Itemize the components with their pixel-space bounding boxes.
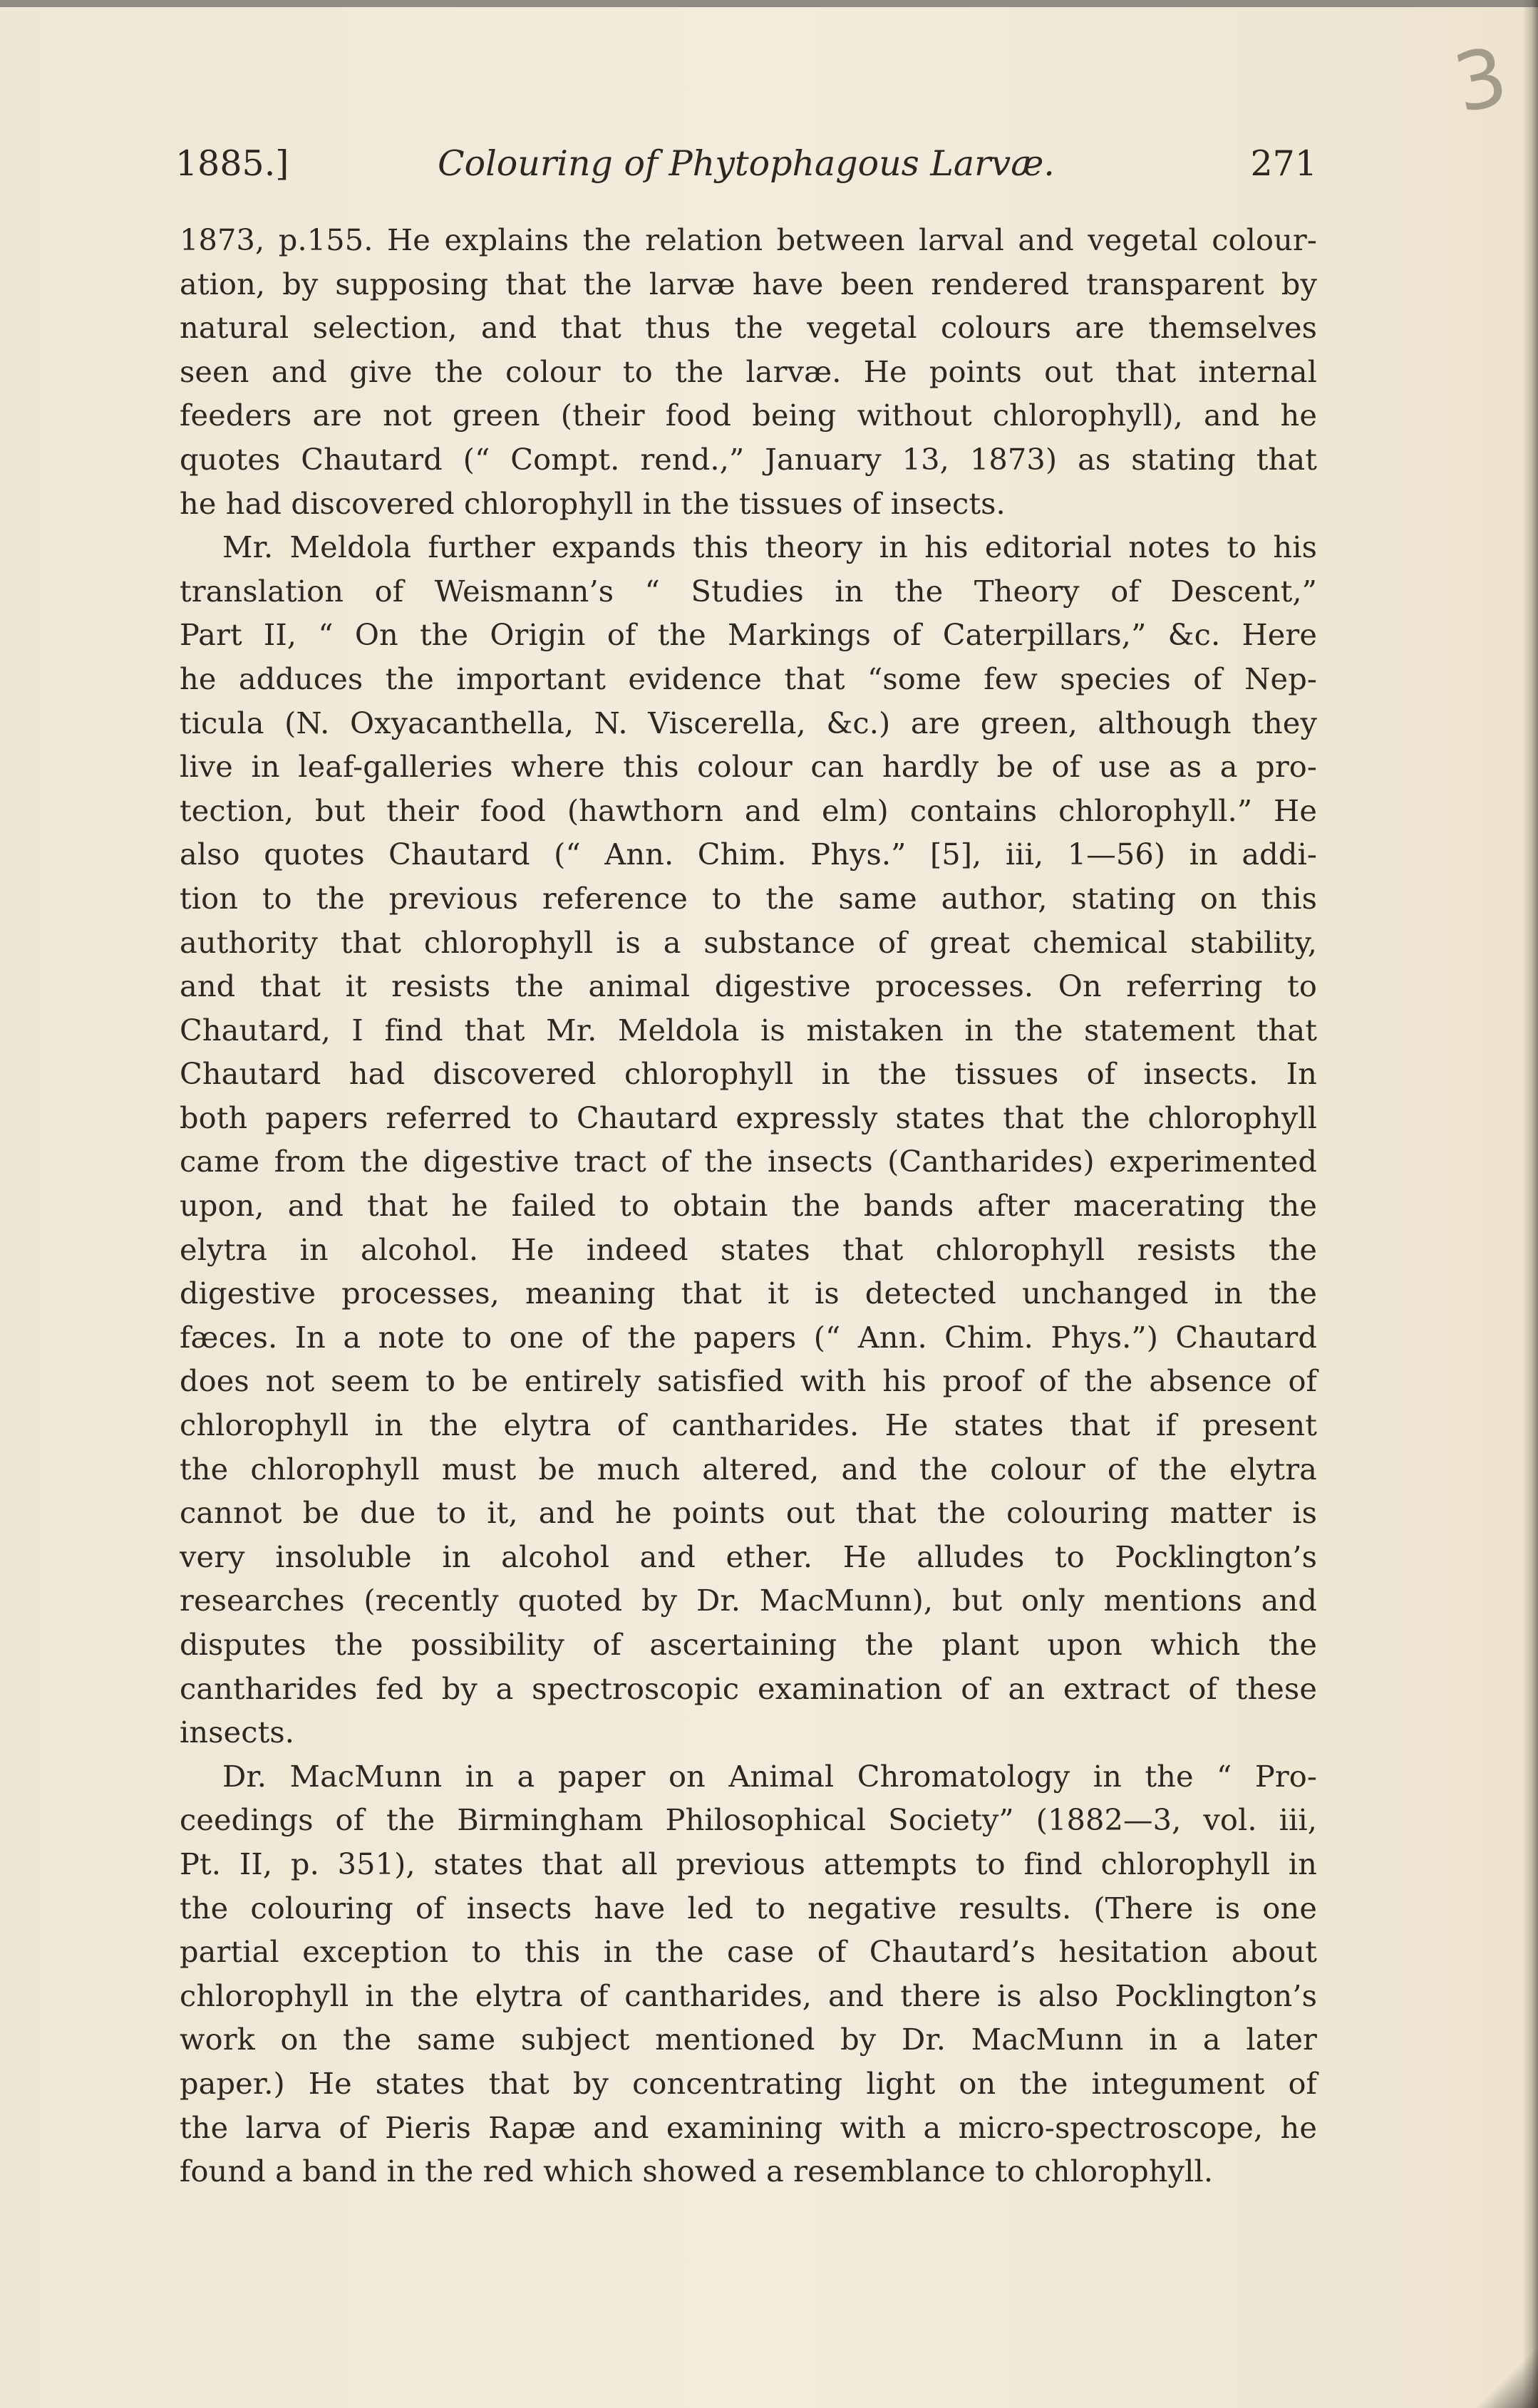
text-line: ation, by supposing that the larvæ have been rendered transparent by <box>180 266 1317 301</box>
text-line: 1873, p.155. He explains the relation between larval and vegetal colour- <box>180 222 1317 257</box>
text-line: also quotes Chautard (“ Ann. Chim. Phys.” [5], iii, 1—56) in addi- <box>180 837 1317 872</box>
text-line: very insoluble in alcohol and ether. He alludes to Pocklington’s <box>180 1539 1317 1574</box>
text-line: live in leaf-galleries where this colour can hardly be of use as a pro- <box>180 749 1317 785</box>
body-text <box>180 218 1317 2193</box>
running-header <box>175 135 1317 192</box>
text-line: Chautard, I find that Mr. Meldola is mistaken in the statement that <box>180 1012 1317 1048</box>
text-line: cannot be due to it, and he points out that the colouring matter is <box>180 1495 1317 1531</box>
text-line: cantharides fed by a spectroscopic examination of an extract of these <box>180 1670 1317 1706</box>
text-line: and that it resists the animal digestive processes. On referring to <box>180 968 1317 1004</box>
text-line: Dr. MacMunn in a paper on Animal Chromatology in the “ Pro- <box>222 1758 1317 1794</box>
page-number: 271 <box>1250 143 1317 184</box>
text-line: insects. <box>180 1715 295 1750</box>
text-line: both papers referred to Chautard expressly states that the chlorophyll <box>180 1100 1317 1135</box>
text-line: natural selection, and that thus the vegetal colours are themselves <box>180 310 1317 346</box>
text-line: work on the same subject mentioned by Dr. MacMunn in a later <box>180 2022 1317 2057</box>
text-line: he had discovered chlorophyll in the tissues of insects. <box>180 485 1006 521</box>
text-line: ceedings of the Birmingham Philosophical Society” (1882—3, vol. iii, <box>180 1802 1317 1838</box>
text-line: Chautard had discovered chlorophyll in the tissues of insects. In <box>180 1056 1317 1092</box>
header-year: 1885.] <box>175 143 289 184</box>
text-line: upon, and that he failed to obtain the bands after macerating the <box>180 1188 1317 1224</box>
header-title: Colouring of Phytophagous Larvæ. <box>438 143 1055 184</box>
text-line: chlorophyll in the elytra of cantharides. He states that if present <box>180 1407 1317 1443</box>
text-line: the larva of Pieris Rapæ and examining with a micro-spectroscope, he <box>180 2109 1317 2145</box>
text-line: authority that chlorophyll is a substance of great chemical stability, <box>180 924 1317 960</box>
text-line: researches (recently quoted by Dr. MacMunn), but only mentions and <box>180 1583 1317 1618</box>
text-line: quotes Chautard (“ Compt. rend.,” January 13, 1873) as stating that <box>180 441 1317 477</box>
text-line: the colouring of insects have led to negative results. (There is one <box>180 1890 1317 1926</box>
text-line: paper.) He states that by concentrating light on the integument of <box>180 2065 1317 2101</box>
text-line: tection, but their food (hawthorn and elm) contains chlorophyll.” He <box>180 792 1317 828</box>
text-line: the chlorophyll must be much altered, and the colour of the elytra <box>180 1451 1317 1487</box>
text-line: elytra in alcohol. He indeed states that chlorophyll resists the <box>180 1231 1317 1267</box>
text-line: translation of Weismann’s “ Studies in the Theory of Descent,” <box>180 573 1317 609</box>
text-line: fæces. In a note to one of the papers (“ Ann. Chim. Phys.”) Chautard <box>180 1319 1317 1355</box>
text-line: Part II, “ On the Origin of the Markings of Caterpillars,” &c. Here <box>180 617 1317 653</box>
page-top-edge <box>0 0 1538 7</box>
text-line: Mr. Meldola further expands this theory in his editorial notes to his <box>222 529 1317 565</box>
text-line: chlorophyll in the elytra of cantharides, and there is also Pocklington’s <box>180 1978 1317 2013</box>
text-line: disputes the possibility of ascertaining the plant upon which the <box>180 1627 1317 1662</box>
text-line: he adduces the important evidence that “some few species of Nep- <box>180 661 1317 696</box>
text-line: does not seem to be entirely satisfied with his proof of the absence of <box>180 1363 1317 1399</box>
text-line: feeders are not green (their food being without chlorophyll), and he <box>180 398 1317 433</box>
text-line: found a band in the red which showed a resemblance to chlorophyll. <box>180 2154 1214 2189</box>
text-line: tion to the previous reference to the same author, stating on this <box>180 880 1317 916</box>
text-line: digestive processes, meaning that it is detected unchanged in the <box>180 1276 1317 1311</box>
text-line: partial exception to this in the case of Chautard’s hesitation about <box>180 1934 1317 1970</box>
pencil-page-marker: 3 <box>1446 30 1516 131</box>
page-corner-shadow <box>1477 2330 1538 2408</box>
text-line: Pt. II, p. 351), states that all previous attempts to find chlorophyll in <box>180 1846 1317 1881</box>
page-edge-shadow <box>1522 0 1538 2408</box>
text-line: seen and give the colour to the larvæ. He points out that internal <box>180 353 1317 389</box>
text-line: came from the digestive tract of the insects (Cantharides) experimented <box>180 1144 1317 1179</box>
text-line: ticula (N. Oxyacanthella, N. Viscerella, &c.) are green, although they <box>180 705 1317 740</box>
